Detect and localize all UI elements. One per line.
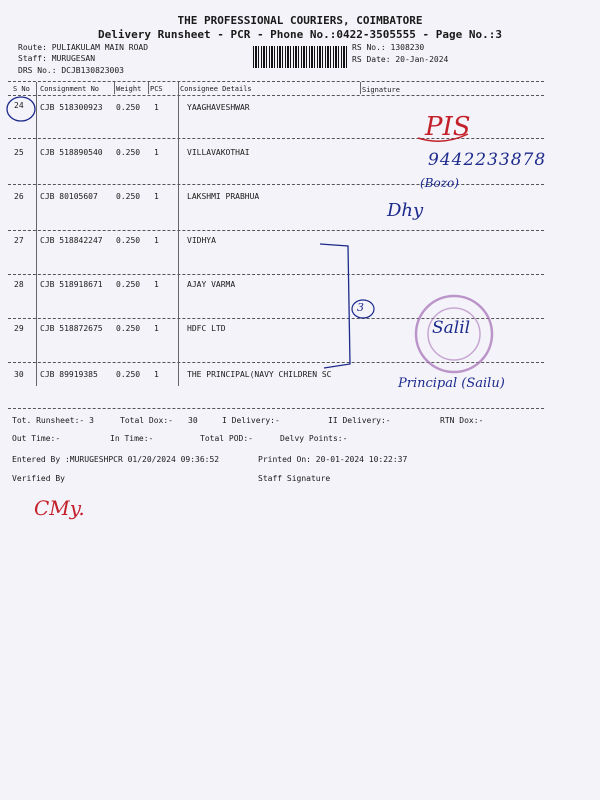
row-weight: 0.250 (116, 236, 141, 245)
row-pcs: 1 (154, 370, 159, 379)
row-pcs: 1 (154, 192, 159, 201)
row-sno: 27 (14, 236, 24, 245)
row-consignee: YAAGHAVESHWAR (187, 103, 250, 112)
row-rule (8, 184, 544, 185)
row-consignment: CJB 518842247 (40, 236, 103, 245)
row-consignment: CJB 518872675 (40, 324, 103, 333)
rs-date: RS Date: 20-Jan-2024 (352, 55, 449, 64)
company-title: THE PROFESSIONAL COURIERS, COIMBATORE (177, 14, 423, 27)
pis-underline (416, 128, 470, 148)
row-sno: 24 (14, 101, 24, 110)
row-sno: 30 (14, 370, 24, 379)
row-pcs: 1 (154, 236, 159, 245)
total-pod: Total POD:- (200, 434, 253, 443)
total-dox-value: 30 (188, 416, 198, 425)
col-consignment: Consignment No (40, 85, 100, 93)
col-consignee: Consignee Details (180, 85, 252, 93)
col-separator (148, 82, 149, 94)
row-consignee: VILLAVAKOTHAI (187, 148, 250, 157)
row-consignee: THE PRINCIPAL(NAVY CHILDREN SC (187, 370, 332, 379)
col-separator (178, 82, 179, 386)
ii-delivery: II Delivery:- (328, 416, 391, 425)
row-consignment: CJB 518890540 (40, 148, 103, 157)
row-consignment: CJB 80105607 (40, 192, 98, 201)
row-sno: 25 (14, 148, 24, 157)
col-pcs: PCS (150, 85, 163, 93)
header-bottom-rule (8, 95, 544, 96)
row-consignment: CJB 89919385 (40, 370, 98, 379)
in-time: In Time:- (110, 434, 154, 443)
col-separator (360, 82, 361, 94)
row-weight: 0.250 (116, 192, 141, 201)
row-rule (8, 274, 544, 275)
row-rule (8, 230, 544, 231)
signature-row-29: Salil (432, 318, 471, 338)
row-weight: 0.250 (116, 103, 141, 112)
out-time: Out Time:- (12, 434, 61, 443)
printed-on: Printed On: 20-01-2024 10:22:37 (258, 455, 408, 464)
phone-note: 9442233878 (428, 150, 547, 170)
table-bottom-rule (8, 408, 544, 409)
row-sno: 29 (14, 324, 24, 333)
row-weight: 0.250 (116, 148, 141, 157)
rtn-dox: RTN Dox:- (440, 416, 484, 425)
row-consignment: CJB 518300923 (40, 103, 103, 112)
row-sno: 28 (14, 280, 24, 289)
circled-three-label: 3 (357, 301, 364, 314)
drs-line: DRS No.: DCJB130823003 (18, 66, 124, 75)
delvy-points: Delvy Points:- (280, 434, 348, 443)
signature-row-26: Dhy (387, 200, 424, 221)
staff-line: Staff: MURUGESAN (18, 54, 96, 63)
verified-by: Verified By (12, 474, 65, 483)
tot-runsheet: Tot. Runsheet:- 3 (12, 416, 94, 425)
pis-note: PIS (425, 112, 471, 142)
col-separator (36, 82, 37, 386)
col-separator (114, 82, 115, 94)
col-signature: Signature (362, 86, 400, 94)
row-consignee: AJAY VARMA (187, 280, 236, 289)
row-weight: 0.250 (116, 324, 141, 333)
staff-signature: Staff Signature (258, 474, 331, 483)
circle-mark-icon (4, 94, 38, 124)
header-top-rule (8, 81, 544, 82)
row-pcs: 1 (154, 324, 159, 333)
rs-number: RS No.: 1308230 (352, 43, 425, 52)
entered-by: Entered By :MURUGESHPCR 01/20/2024 09:36:52 (12, 455, 220, 464)
col-sno: S No (13, 85, 30, 93)
i-delivery: I Delivery:- (222, 416, 280, 425)
row-pcs: 1 (154, 280, 159, 289)
barcode-image (253, 46, 347, 68)
route-line: Route: PULIAKULAM MAIN ROAD (18, 43, 149, 52)
row-sno: 26 (14, 192, 24, 201)
row-consignee: HDFC LTD (187, 324, 226, 333)
total-dox-label: Total Dox:- (120, 416, 173, 425)
row-consignee: VIDHYA (187, 236, 216, 245)
col-weight: Weight (116, 85, 142, 93)
row-consignment: CJB 518918671 (40, 280, 103, 289)
signature-row-30: Principal (Sailu) (398, 376, 505, 391)
row-pcs: 1 (154, 148, 159, 157)
row-pcs: 1 (154, 103, 159, 112)
bozo-note: (Bozo) (420, 176, 459, 190)
row-weight: 0.250 (116, 370, 141, 379)
row-weight: 0.250 (116, 280, 141, 289)
row-consignee: LAKSHMI PRABHUA (187, 192, 260, 201)
runsheet-subtitle: Delivery Runsheet - PCR - Phone No.:0422-3505555 - Page No.:3 (98, 28, 502, 41)
verified-signature: CMy. (34, 496, 85, 520)
